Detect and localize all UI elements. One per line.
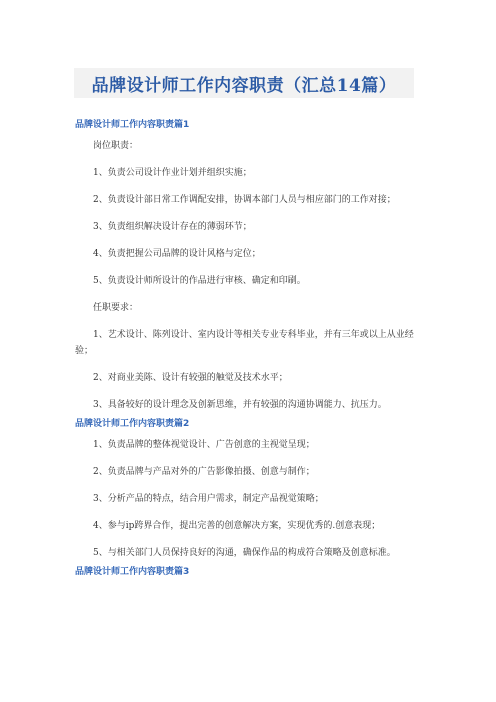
paragraph: 2、对商业美陈、设计有较强的触觉及技术水平； (93, 373, 288, 383)
paragraph: 4、参与ip跨界合作，提出完善的创意解决方案，实现优秀的.创意表现； (93, 521, 381, 531)
title-banner (74, 68, 414, 98)
document-body (75, 118, 430, 585)
document-title: 品牌设计师工作内容职责（汇总14篇） (91, 75, 397, 96)
section-heading: 品牌设计师工作内容职责篇2 (75, 419, 190, 429)
paragraph: 1、负责公司设计作业计划并组织实施； (93, 168, 252, 178)
paragraph: 任职要求： (93, 303, 139, 313)
paragraph: 2、负责品牌与产品对外的广告影像拍摄、创意与制作； (93, 467, 315, 477)
paragraph: 5、与相关部门人员保持良好的沟通，确保作品的构成符合策略及创意标准。 (93, 548, 396, 558)
paragraph: 3、具备较好的设计理念及创新思维，并有较强的沟通协调能力、抗压力。 (93, 400, 387, 410)
paragraph: 1、艺术设计、陈列设计、室内设计等相关专业专科毕业，并有三年或以上从业经验； (75, 330, 414, 356)
paragraph: 4、负责把握公司品牌的设计风格与定位； (93, 249, 261, 259)
section-heading: 品牌设计师工作内容职责篇3 (75, 567, 190, 577)
paragraph: 岗位职责： (93, 141, 139, 151)
paragraph: 1、负责品牌的整体视觉设计、广告创意的主视觉呈现； (93, 440, 315, 450)
section-heading: 品牌设计师工作内容职责篇1 (75, 120, 190, 130)
paragraph: 3、负责组织解决设计存在的薄弱环节； (93, 222, 252, 232)
paragraph: 3、分析产品的特点，结合用户需求，制定产品视觉策略； (93, 494, 324, 504)
paragraph: 2、负责设计部日常工作调配安排，协调本部门人员与相应部门的工作对接； (93, 195, 396, 205)
paragraph: 5、负责设计师所设计的作品进行审核、确定和印刷。 (93, 276, 306, 286)
